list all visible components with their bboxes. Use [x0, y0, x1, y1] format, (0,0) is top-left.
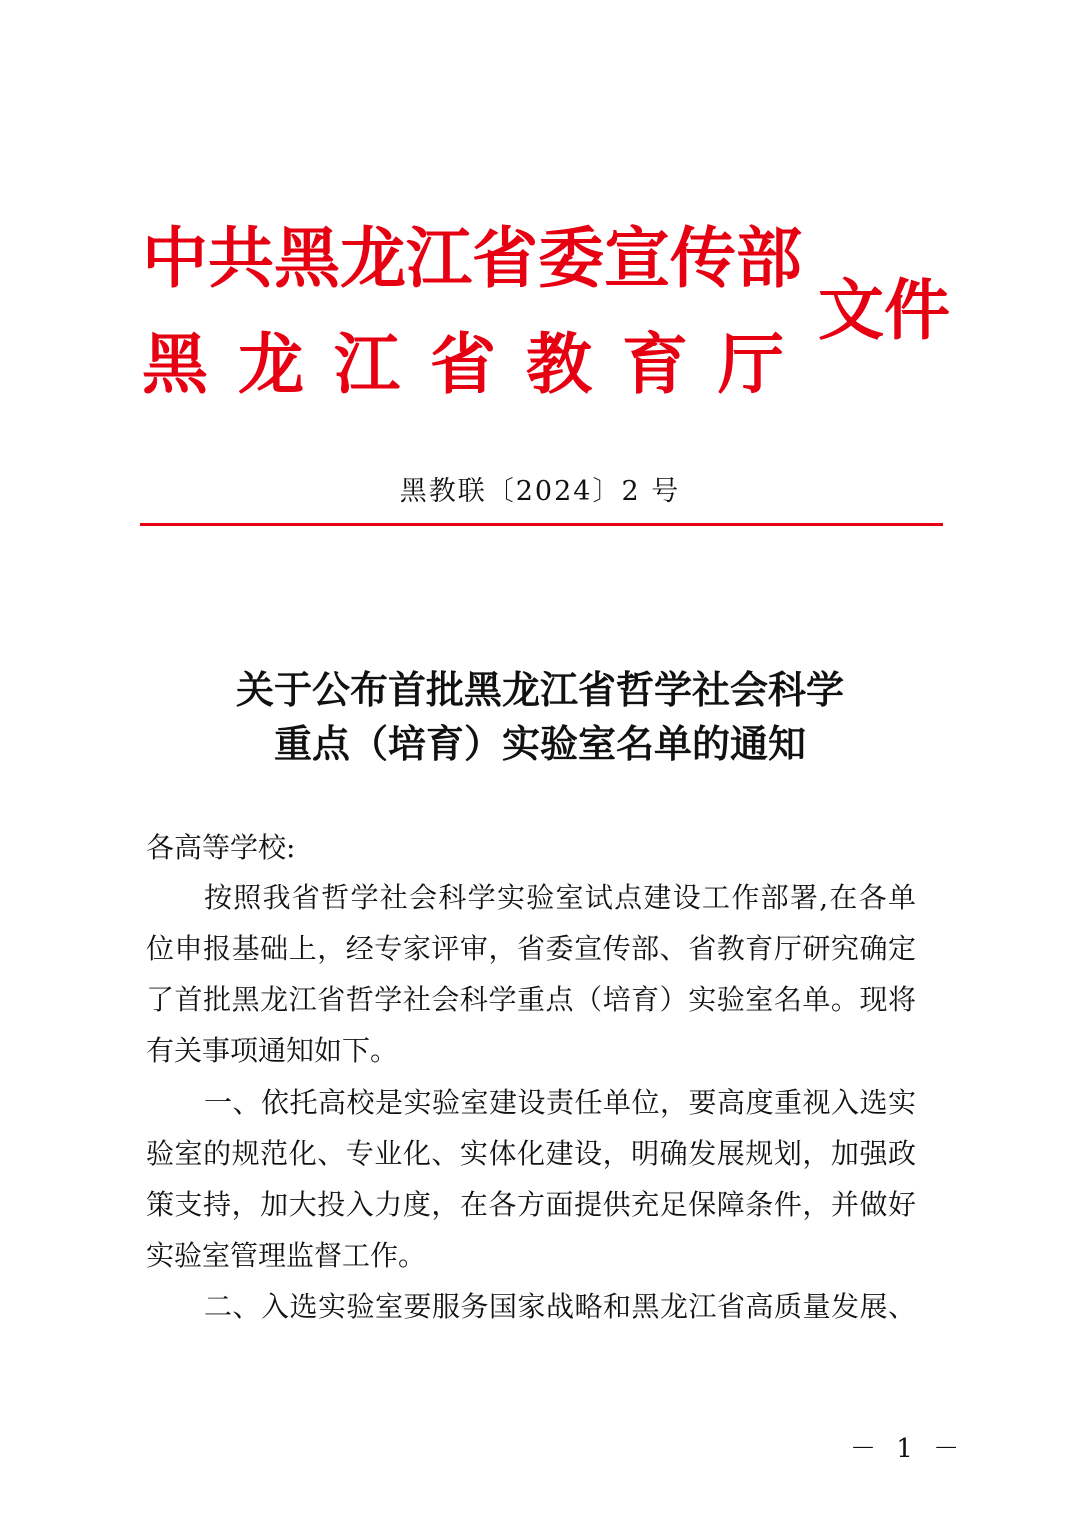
document-suffix: 文件 [818, 272, 950, 349]
notice-title-line-2: 重点（培育）实验室名单的通知 [273, 721, 806, 766]
paragraph-1-line: 位申报基础上，经专家评审，省委宣传部、省教育厅研究确定 [146, 932, 916, 965]
red-divider-line [140, 523, 943, 526]
notice-title-line-1: 关于公布首批黑龙江省哲学社会科学 [235, 667, 844, 712]
paragraph-2-line: 策支持，加大投入力度，在各方面提供充足保障条件，并做好 [146, 1188, 916, 1221]
paragraph-1-line: 按照我省哲学社会科学实验室试点建设工作部署,在各单 [204, 881, 916, 914]
paragraph-3-line: 二、入选实验室要服务国家战略和黑龙江省高质量发展、 [204, 1290, 916, 1323]
issuer-line-propaganda-dept: 中共黑龙江省委宣传部 [142, 220, 802, 297]
paragraph-2-line: 验室的规范化、专业化、实体化建设，明确发展规划，加强政 [146, 1137, 916, 1170]
paragraph-1-line: 了首批黑龙江省哲学社会科学重点（培育）实验室名单。现将 [146, 983, 916, 1016]
document-number: 黑教联〔2024〕2 号 [399, 476, 681, 507]
paragraph-2-line: 实验室管理监督工作。 [146, 1239, 427, 1272]
issuer-line-education-dept: 黑龙江省教育厅 [142, 326, 814, 403]
paragraph-2-line: 一、依托高校是实验室建设责任单位，要高度重视入选实 [204, 1086, 916, 1119]
salutation: 各高等学校: [146, 831, 296, 864]
paragraph-1-line: 有关事项通知如下。 [146, 1034, 399, 1067]
page-number: － 1 － [850, 1434, 966, 1464]
